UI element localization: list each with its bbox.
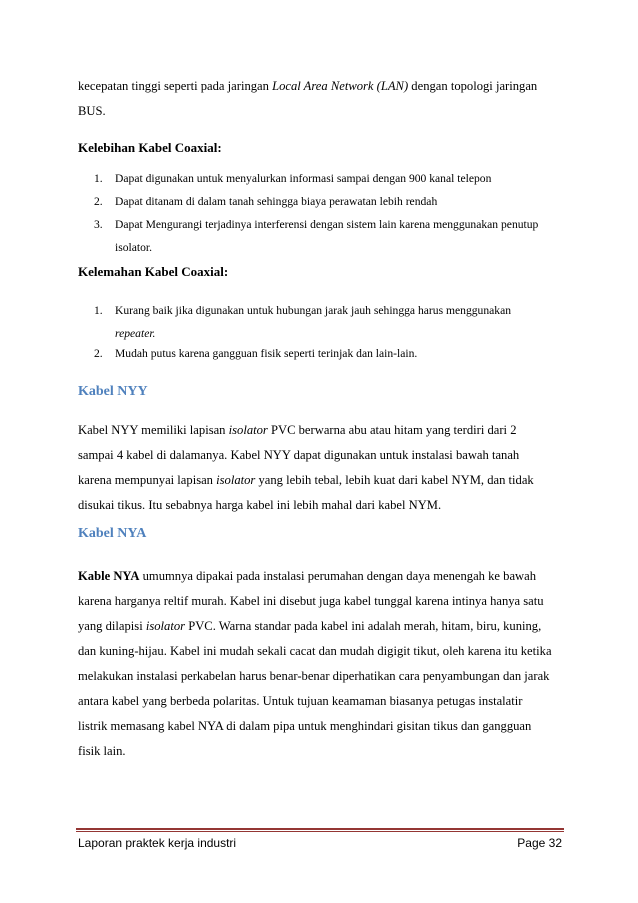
list-text: Dapat digunakan untuk menyalurkan informasi sampai dengan 900 kanal telepon <box>115 172 492 185</box>
nya-heading: Kabel NYA <box>78 526 147 541</box>
list-number: 3. <box>94 218 103 231</box>
list-number: 2. <box>94 347 103 360</box>
list-number: 1. <box>94 172 103 185</box>
intro-line-1 <box>78 74 564 99</box>
footer-rule-thin <box>76 831 564 832</box>
paragraph-line <box>78 564 564 589</box>
paragraph-line: antara kabel yang berbeda polaritas. Untuk tujuan keamaman biasanya petugas instalatir <box>78 694 523 708</box>
paragraph-line: listrik memasang kabel NYA di dalam pipa untuk menghindari gisitan tikus dan gangguan <box>78 719 532 733</box>
paragraph-line: fisik lain. <box>78 744 126 758</box>
italic-term: isolator <box>145 619 186 633</box>
intro-text: dengan topologi jaringan <box>408 79 538 93</box>
paragraph-line <box>78 614 564 639</box>
footer-title: Laporan praktek kerja industri <box>78 836 237 850</box>
footer-rule <box>76 828 564 830</box>
paragraph-line: melakukan instalasi perkabelan harus benar-benar diperhatikan cara penyambungan dan jarak <box>78 669 550 683</box>
list-text: Dapat ditanam di dalam tanah sehingga biaya perawatan lebih rendah <box>115 195 438 208</box>
intro-line-2: BUS. <box>78 104 106 118</box>
paragraph-line <box>78 418 564 443</box>
intro-paragraph <box>78 74 564 124</box>
kelebihan-heading: Kelebihan Kabel Coaxial: <box>78 140 222 155</box>
paragraph-line: dan kuning-hijau. Kabel ini mudah sekali cacat dan mudah digigit tikut, oleh karena itu ketika <box>78 644 552 658</box>
paragraph-text: karena mempunyai lapisan <box>78 473 217 487</box>
nya-paragraph <box>78 564 564 764</box>
paragraph-line: disukai tikus. Itu sebabnya harga kabel ini lebih mahal dari kabel NYM. <box>78 498 442 512</box>
bold-term: Kable NYA <box>78 569 140 583</box>
list-text: Kurang baik jika digunakan untuk hubungan jarak jauh sehingga harus menggunakan <box>115 304 512 317</box>
paragraph-text: yang dilapisi <box>78 619 146 633</box>
list-number: 2. <box>94 195 103 208</box>
list-number: 1. <box>94 304 103 317</box>
intro-italic-term: Local Area Network (LAN) <box>272 79 409 93</box>
italic-term: isolator <box>216 473 256 487</box>
paragraph-text: umumnya dipakai pada instalasi perumahan dengan daya menengah ke bawah <box>139 569 537 583</box>
paragraph-text: Kabel NYY memiliki lapisan <box>78 423 229 437</box>
paragraph-text: PVC berwarna abu atau hitam yang terdiri dari 2 <box>267 423 517 437</box>
list-text: Dapat Mengurangi terjadinya interferensi dengan sistem lain karena menggunakan penutup <box>115 218 539 231</box>
list-text: Mudah putus karena gangguan fisik seperti terinjak dan lain-lain. <box>115 347 418 360</box>
paragraph-line <box>78 468 564 493</box>
list-text-continuation: repeater. <box>115 327 156 340</box>
list-text-continuation: isolator. <box>115 241 153 254</box>
paragraph-line: sampai 4 kabel di dalamanya. Kabel NYY dapat digunakan untuk instalasi bawah tanah <box>78 448 520 462</box>
italic-term: isolator <box>228 423 268 437</box>
paragraph-text: PVC. Warna standar pada kabel ini adalah merah, hitam, biru, kuning, <box>185 619 542 633</box>
nyy-heading: Kabel NYY <box>78 384 148 399</box>
page-number: Page 32 <box>517 836 562 850</box>
nyy-paragraph <box>78 418 564 518</box>
paragraph-line: karena harganya reltif murah. Kabel ini disebut juga kabel tunggal karena intinya hanya satu <box>78 594 544 608</box>
intro-text: kecepatan tinggi seperti pada jaringan <box>78 79 273 93</box>
paragraph-text: yang lebih tebal, lebih kuat dari kabel NYM, dan tidak <box>255 473 534 487</box>
kelemahan-heading: Kelemahan Kabel Coaxial: <box>78 264 229 279</box>
